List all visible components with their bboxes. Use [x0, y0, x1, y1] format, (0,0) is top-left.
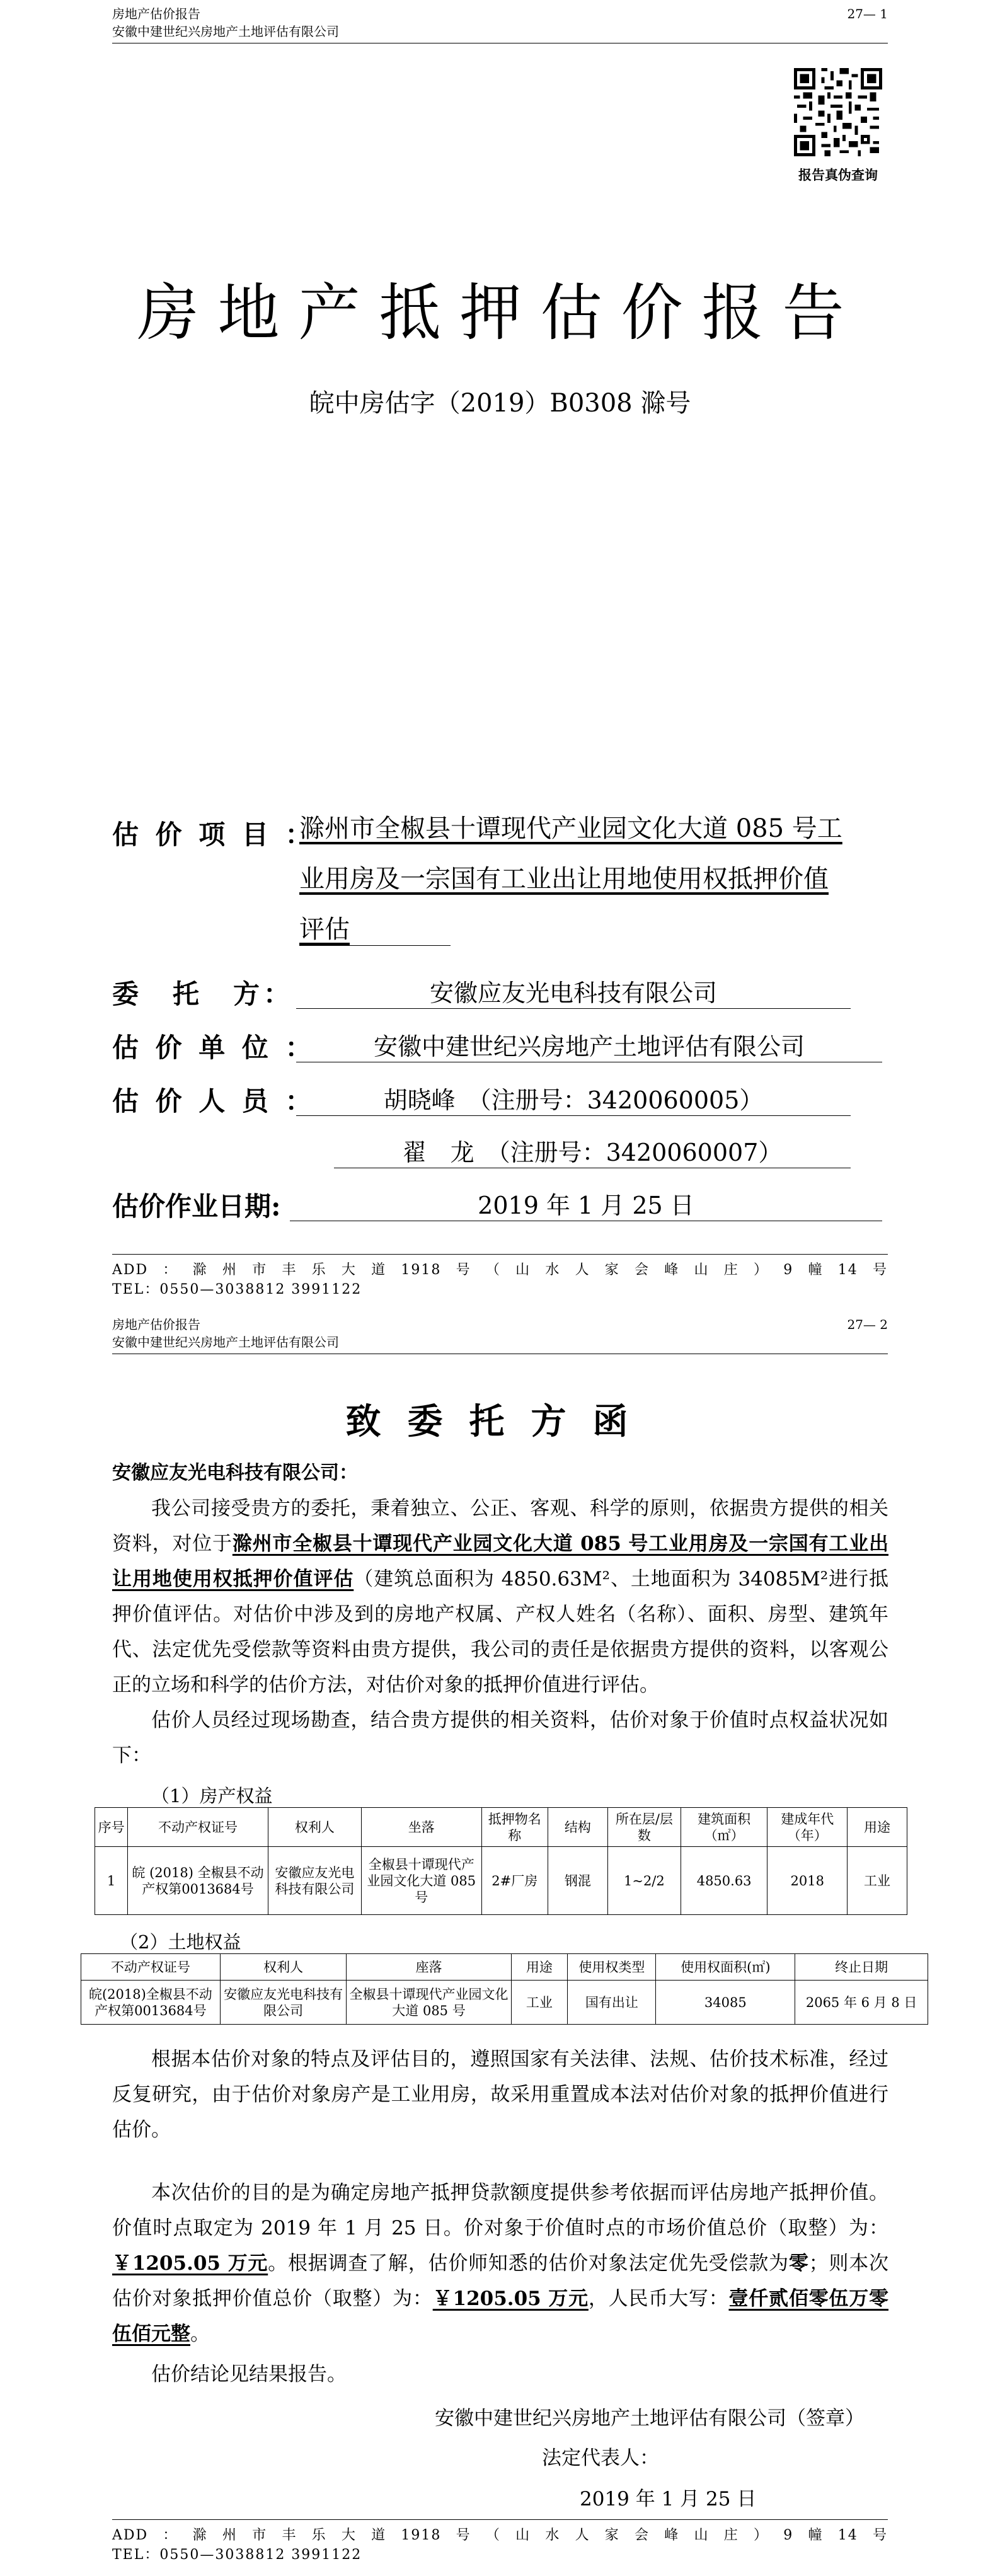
col-header: 终止日期 — [795, 1954, 928, 1981]
footer-tel: TEL：0550—3038812 3991122 — [112, 1282, 362, 1297]
appraiser-org-label: 估 价 单 位 ： — [112, 1032, 316, 1063]
col-header: 所在层/层数 — [607, 1808, 681, 1847]
client-label: 委 托 方： — [112, 979, 294, 1009]
project-line-2: 业用房及一宗国有工业出让用地使用权抵押价值 — [299, 865, 829, 894]
para4-text-e: 。 — [190, 2323, 210, 2345]
date-label: 估价作业日期: — [112, 1191, 281, 1222]
page-footer — [112, 1259, 888, 1298]
footer-address: ADD：滁州市丰乐大道1918号（山水人家会峰山庄）9幢14号 — [112, 1262, 888, 1278]
table-cell: 2#厂房 — [481, 1847, 548, 1915]
table-cell: 1 — [95, 1847, 128, 1915]
mortgage-value-words: 壹仟贰佰零伍万零伍佰元整 — [112, 2287, 889, 2345]
signature-date: 2019 年 1 月 25 日 — [580, 2488, 757, 2510]
para1-text-c: （建筑总面积为 4850.63M²、土地面积为 34085M²进行抵押价值评估。对估价中涉及到的房地产权属、产权人姓名（名称）、面积、房型、建筑年代、法定优先受偿款等资料由贵方提供，我公司的责任是依据贵方提供的资料，以客观公正的立场和科学的估价方法，对估价对象的抵押价值进行评估。 — [112, 1568, 888, 1696]
appraisers-label: 估 价 人 员 ： — [112, 1086, 316, 1117]
table-row — [81, 1981, 928, 2025]
paragraph-method: 根据本估价对象的特点及评估目的，遵照国家有关法律、法规、估价技术标准，经过反复研究，由于估价对象房产是工业用房，故采用重置成本法对估价对象的抵押价值进行估价。 — [112, 2048, 888, 2141]
header-company: 安徽中建世纪兴房地产土地评估有限公司 — [112, 24, 339, 39]
page-number: 27— 2 — [847, 1317, 888, 1332]
date-value: 2019 年 1 月 25 日 — [290, 1186, 882, 1221]
col-header: 权利人 — [268, 1808, 361, 1847]
client-value: 安徽应友光电科技有限公司 — [296, 974, 851, 1009]
table-cell: 工业 — [848, 1847, 907, 1915]
col-header: 序号 — [95, 1808, 128, 1847]
col-header: 用途 — [511, 1954, 568, 1981]
col-header: 使用权类型 — [568, 1954, 656, 1981]
col-header: 不动产权证号 — [128, 1808, 268, 1847]
footer-tel: TEL：0550—3038812 3991122 — [112, 2547, 362, 2563]
table-cell: 安徽应友光电科技有限公司 — [220, 1981, 347, 2025]
table-cell: 2065 年 6 月 8 日 — [795, 1981, 928, 2025]
table-cell: 34085 — [656, 1981, 795, 2025]
mortgage-value: ￥1205.05 万元 — [432, 2287, 589, 2310]
appraiser-org-value: 安徽中建世纪兴房地产土地评估有限公司 — [296, 1027, 882, 1062]
footer-divider — [112, 1254, 888, 1255]
page-footer — [112, 2524, 888, 2563]
table-cell: 皖 (2018) 全椒县不动产权第0013684号 — [128, 1847, 268, 1915]
para4-text-b: 。根据调查了解，估价师知悉的估价对象法定优先受偿款为 — [268, 2252, 789, 2275]
table-cell: 全椒县十谭现代产业园文化大道 085 号 — [361, 1847, 481, 1915]
paragraph-commission — [112, 1491, 888, 1703]
signature-company: 安徽中建世纪兴房地产土地评估有限公司（签章） — [435, 2407, 865, 2430]
para4-text-d: ，人民币大写： — [588, 2287, 729, 2310]
footer-divider — [112, 2519, 888, 2520]
project-line-3: 评估 — [299, 915, 350, 944]
para4-text-c: ；则本次估价对象抵押价值总价（取整）为： — [112, 2252, 889, 2310]
col-header: 使用权面积(㎡) — [656, 1954, 795, 1981]
market-value: ￥1205.05 万元 — [112, 2252, 268, 2275]
col-header: 建成年代（年） — [767, 1808, 848, 1847]
table-cell: 4850.63 — [681, 1847, 767, 1915]
table-cell: 国有出让 — [568, 1981, 656, 2025]
house-rights-table — [95, 1807, 907, 1915]
report-number: 皖中房估字（2019）B0308 滁号 — [309, 389, 691, 418]
appraiser-2: 翟 龙 （注册号：3420060007） — [334, 1133, 851, 1168]
letter-title: 致委托方函 — [345, 1401, 655, 1442]
para4-text-a: 本次估价的目的是为确定房地产抵押贷款额度提供参考依据而评估房地产抵押价值。价值时点取定为 2019 年 1 月 25 日。价对象于价值时点的市场价值总价（取整）为： — [112, 2182, 888, 2240]
col-header: 权利人 — [220, 1954, 347, 1981]
qr-caption: 报告真伪查询 — [798, 167, 878, 183]
table-cell: 钢混 — [548, 1847, 608, 1915]
land-rights-heading: （2）土地权益 — [120, 1931, 241, 1953]
header-company: 安徽中建世纪兴房地产土地评估有限公司 — [112, 1335, 339, 1350]
header-report-type: 房地产估价报告 — [112, 1317, 200, 1332]
col-header: 座落 — [347, 1954, 511, 1981]
house-rights-heading: （1）房产权益 — [151, 1785, 273, 1807]
col-header: 抵押物名称 — [481, 1808, 548, 1847]
table-header-row — [95, 1808, 907, 1847]
land-rights-table — [81, 1953, 928, 2025]
header-report-type: 房地产估价报告 — [112, 6, 200, 21]
qr-code-icon[interactable] — [794, 68, 882, 156]
table-cell: 皖(2018)全椒县不动产权第0013684号 — [81, 1981, 221, 2025]
project-line-3-underline — [299, 945, 451, 946]
table-cell: 安徽应友光电科技有限公司 — [268, 1847, 361, 1915]
col-header: 不动产权证号 — [81, 1954, 221, 1981]
footer-address: ADD：滁州市丰乐大道1918号（山水人家会峰山庄）9幢14号 — [112, 2527, 888, 2543]
col-header: 结构 — [548, 1808, 608, 1847]
legal-representative: 法定代表人： — [542, 2447, 659, 2470]
addressee: 安徽应友光电科技有限公司： — [112, 1462, 358, 1484]
project-label: 估 价 项 目 ： — [112, 819, 316, 850]
table-row — [95, 1847, 907, 1915]
page-header — [112, 5, 339, 40]
para1-text-a: 我公司接受贵方的委托，秉着独立、公正、客观、科学的原则，依据贵方提供的相关资料，对位于 — [112, 1497, 888, 1555]
col-header: 建筑面积（㎡） — [681, 1808, 767, 1847]
appraiser-1: 胡晓峰 （注册号：3420060005） — [296, 1081, 851, 1116]
project-line-1: 滁州市全椒县十谭现代产业园文化大道 085 号工 — [299, 814, 842, 843]
col-header: 用途 — [848, 1808, 907, 1847]
page-header — [112, 1316, 339, 1351]
page-number: 27— 1 — [847, 6, 888, 21]
paragraph-valuation — [112, 2175, 888, 2352]
priority-claim-value: 零 — [788, 2252, 809, 2275]
table-header-row — [81, 1954, 928, 1981]
paragraph-survey: 估价人员经过现场勘查，结合贵方提供的相关资料，估价对象于价值时点权益状况如下： — [112, 1709, 888, 1767]
paragraph-conclusion: 估价结论见结果报告。 — [151, 2363, 347, 2386]
table-cell: 1~2/2 — [607, 1847, 681, 1915]
letter-page — [0, 1311, 1000, 2576]
table-cell: 工业 — [511, 1981, 568, 2025]
para1-project-name: 滁州市全椒县十谭现代产业园文化大道 085 号工业用房及一宗国有工业出让用地使用权抵押价值评估 — [112, 1532, 889, 1590]
table-cell: 2018 — [767, 1847, 848, 1915]
col-header: 坐落 — [361, 1808, 481, 1847]
table-cell: 全椒县十谭现代产业园文化大道 085 号 — [347, 1981, 511, 2025]
report-title: 房地产抵押估价报告 — [137, 277, 863, 349]
